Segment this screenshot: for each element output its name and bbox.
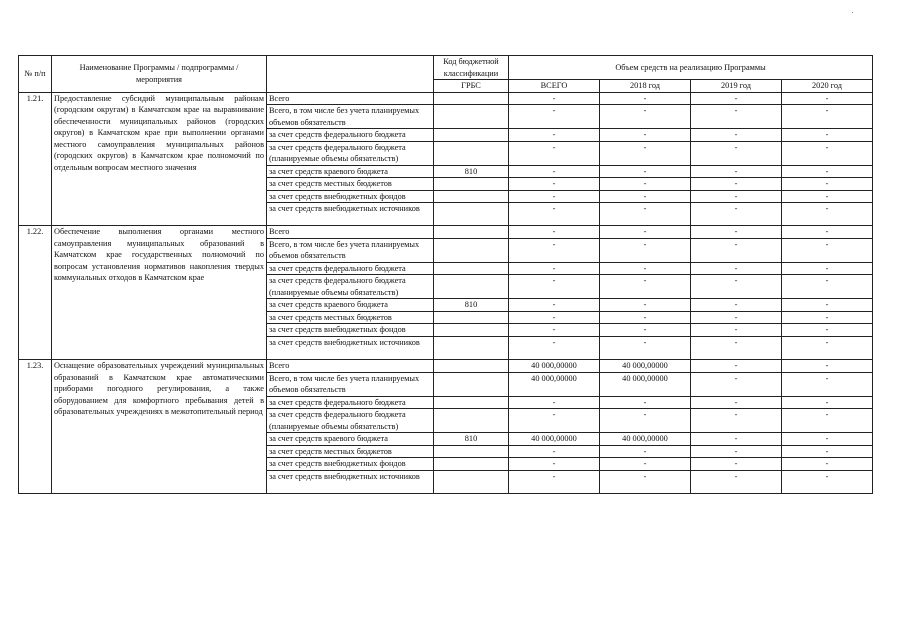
funding-source: за счет средств внебюджетных источников <box>267 336 434 359</box>
amount-2018: - <box>600 141 691 165</box>
amount-2018: 40 000,00000 <box>600 360 691 373</box>
amount-total: - <box>509 445 600 458</box>
amount-2020: - <box>782 311 873 324</box>
amount-2018: - <box>600 299 691 312</box>
grbs-code: 810 <box>434 165 509 178</box>
amount-2019: - <box>691 275 782 299</box>
amount-2020: - <box>782 396 873 409</box>
amount-2020: - <box>782 178 873 191</box>
amount-2020: - <box>782 226 873 239</box>
amount-2020: - <box>782 238 873 262</box>
amount-2020: - <box>782 92 873 105</box>
amount-2018: - <box>600 226 691 239</box>
funding-source: за счет средств краевого бюджета <box>267 299 434 312</box>
amount-total: 40 000,00000 <box>509 360 600 373</box>
amount-2019: - <box>691 129 782 142</box>
amount-2018: - <box>600 129 691 142</box>
amount-2019: - <box>691 178 782 191</box>
table-body <box>19 92 873 494</box>
amount-total: - <box>509 105 600 129</box>
funding-source: Всего <box>267 92 434 105</box>
grbs-code <box>434 458 509 471</box>
amount-2020: - <box>782 470 873 493</box>
amount-2018: - <box>600 324 691 337</box>
amount-total: - <box>509 92 600 105</box>
amount-2020: - <box>782 433 873 446</box>
grbs-code <box>434 311 509 324</box>
funding-source: за счет средств внебюджетных источников <box>267 470 434 493</box>
funding-source: за счет средств федерального бюджета <box>267 129 434 142</box>
amount-2020: - <box>782 324 873 337</box>
amount-total: - <box>509 226 600 239</box>
table-row <box>19 360 873 373</box>
amount-2019: - <box>691 105 782 129</box>
grbs-code <box>434 129 509 142</box>
amount-2018: - <box>600 409 691 433</box>
amount-total: - <box>509 275 600 299</box>
amount-total: - <box>509 311 600 324</box>
grbs-code <box>434 360 509 373</box>
row-number: 1.23. <box>19 360 52 494</box>
funding-source: за счет средств краевого бюджета <box>267 165 434 178</box>
table-row <box>19 92 873 105</box>
amount-2019: - <box>691 238 782 262</box>
amount-2019: - <box>691 203 782 226</box>
amount-2019: - <box>691 141 782 165</box>
header-num: № п/п <box>19 56 52 93</box>
amount-2019: - <box>691 299 782 312</box>
header-name: Наименование Программы / подпрограммы / мероприятия <box>52 56 267 93</box>
grbs-code <box>434 409 509 433</box>
amount-2020: - <box>782 141 873 165</box>
grbs-code <box>434 190 509 203</box>
funding-source: за счет средств местных бюджетов <box>267 178 434 191</box>
amount-2018: - <box>600 311 691 324</box>
amount-total: - <box>509 129 600 142</box>
amount-total: - <box>509 141 600 165</box>
funding-source: за счет средств федерального бюджета <box>267 262 434 275</box>
grbs-code <box>434 445 509 458</box>
amount-2019: - <box>691 226 782 239</box>
header-2020: 2020 год <box>782 80 873 93</box>
amount-total: - <box>509 238 600 262</box>
amount-2019: - <box>691 360 782 373</box>
amount-2018: - <box>600 445 691 458</box>
amount-total: - <box>509 203 600 226</box>
funding-source: Всего, в том числе без учета планируемых объемов обязательств <box>267 372 434 396</box>
amount-2018: - <box>600 238 691 262</box>
amount-2020: - <box>782 275 873 299</box>
funding-source: за счет средств местных бюджетов <box>267 311 434 324</box>
funding-source: Всего <box>267 360 434 373</box>
grbs-code: 810 <box>434 299 509 312</box>
amount-2020: - <box>782 360 873 373</box>
amount-2018: - <box>600 275 691 299</box>
grbs-code <box>434 203 509 226</box>
measure-name: Оснащение образовательных учреждений муниципальных образований в Камчатском крае автоматическими приборами погодного регулирования, а также оборудованием для комфортного пребывания детей в образовательных учреждениях в межотопительный период <box>52 360 267 494</box>
funding-source: за счет средств внебюджетных фондов <box>267 190 434 203</box>
grbs-code <box>434 470 509 493</box>
amount-total: - <box>509 262 600 275</box>
grbs-code <box>434 141 509 165</box>
amount-2020: - <box>782 262 873 275</box>
amount-2020: - <box>782 129 873 142</box>
amount-total: - <box>509 299 600 312</box>
amount-2019: - <box>691 262 782 275</box>
amount-2018: - <box>600 458 691 471</box>
amount-total: 40 000,00000 <box>509 372 600 396</box>
funding-source: за счет средств федерального бюджета (планируемые объемы обязательств) <box>267 409 434 433</box>
funding-source: за счет средств местных бюджетов <box>267 445 434 458</box>
amount-2019: - <box>691 311 782 324</box>
table-row <box>19 226 873 239</box>
grbs-code: 810 <box>434 433 509 446</box>
amount-2018: - <box>600 470 691 493</box>
amount-total: - <box>509 324 600 337</box>
amount-2018: - <box>600 105 691 129</box>
row-number: 1.21. <box>19 92 52 226</box>
funding-source: Всего <box>267 226 434 239</box>
grbs-code <box>434 226 509 239</box>
amount-total: - <box>509 190 600 203</box>
header-code: Код бюджетной классификации <box>434 56 509 80</box>
amount-2019: - <box>691 445 782 458</box>
header-volume: Объем средств на реализацию Программы <box>509 56 873 80</box>
funding-source: за счет средств внебюджетных источников <box>267 203 434 226</box>
measure-name: Предоставление субсидий муниципальным районам (городским округам) в Камчатском крае на выравнивание обеспеченности муниципальных районов (городских округов) в Камчатском крае при выполнении органами местного самоуправления муниципальных районов (городских округов) в Камчатском крае полномочий по отдельным вопросам местного значения <box>52 92 267 226</box>
amount-total: - <box>509 336 600 359</box>
grbs-code <box>434 178 509 191</box>
amount-2020: - <box>782 409 873 433</box>
grbs-code <box>434 238 509 262</box>
amount-total: - <box>509 409 600 433</box>
amount-2018: - <box>600 92 691 105</box>
amount-2019: - <box>691 92 782 105</box>
row-number: 1.22. <box>19 226 52 360</box>
grbs-code <box>434 275 509 299</box>
amount-2020: - <box>782 336 873 359</box>
amount-2019: - <box>691 409 782 433</box>
funding-source: Всего, в том числе без учета планируемых объемов обязательств <box>267 105 434 129</box>
funding-source: за счет средств федерального бюджета (планируемые объемы обязательств) <box>267 141 434 165</box>
grbs-code <box>434 262 509 275</box>
amount-2020: - <box>782 372 873 396</box>
header-grbs: ГРБС <box>434 80 509 93</box>
funding-source: за счет средств краевого бюджета <box>267 433 434 446</box>
grbs-code <box>434 105 509 129</box>
amount-2018: 40 000,00000 <box>600 433 691 446</box>
grbs-code <box>434 372 509 396</box>
header-empty <box>267 56 434 93</box>
amount-2020: - <box>782 165 873 178</box>
amount-2020: - <box>782 203 873 226</box>
amount-2020: - <box>782 105 873 129</box>
amount-2019: - <box>691 324 782 337</box>
amount-2019: - <box>691 433 782 446</box>
funding-source: Всего, в том числе без учета планируемых объемов обязательств <box>267 238 434 262</box>
amount-2018: - <box>600 165 691 178</box>
amount-total: - <box>509 470 600 493</box>
amount-2018: - <box>600 396 691 409</box>
amount-2019: - <box>691 165 782 178</box>
amount-2018: 40 000,00000 <box>600 372 691 396</box>
header-2018: 2018 год <box>600 80 691 93</box>
grbs-code <box>434 92 509 105</box>
amount-2018: - <box>600 178 691 191</box>
amount-total: - <box>509 396 600 409</box>
amount-2018: - <box>600 262 691 275</box>
amount-total: - <box>509 165 600 178</box>
program-funding-table <box>18 55 873 494</box>
amount-2020: - <box>782 190 873 203</box>
funding-source: за счет средств федерального бюджета (планируемые объемы обязательств) <box>267 275 434 299</box>
funding-source: за счет средств внебюджетных фондов <box>267 324 434 337</box>
amount-2019: - <box>691 372 782 396</box>
amount-2020: - <box>782 458 873 471</box>
measure-name: Обеспечение выполнения органами местного самоуправления муниципальных образований в Камчатском крае государственных полномочий по вопросам установления нормативов накопления твердых коммунальных отходов в Камчатском крае <box>52 226 267 360</box>
amount-2018: - <box>600 203 691 226</box>
amount-2018: - <box>600 336 691 359</box>
grbs-code <box>434 324 509 337</box>
amount-2019: - <box>691 458 782 471</box>
header-2019: 2019 год <box>691 80 782 93</box>
grbs-code <box>434 396 509 409</box>
amount-2019: - <box>691 190 782 203</box>
scan-speck <box>852 12 853 13</box>
funding-source: за счет средств внебюджетных фондов <box>267 458 434 471</box>
amount-2019: - <box>691 396 782 409</box>
amount-total: - <box>509 178 600 191</box>
grbs-code <box>434 336 509 359</box>
amount-total: 40 000,00000 <box>509 433 600 446</box>
amount-2018: - <box>600 190 691 203</box>
amount-2019: - <box>691 470 782 493</box>
amount-2020: - <box>782 445 873 458</box>
amount-total: - <box>509 458 600 471</box>
amount-2019: - <box>691 336 782 359</box>
header-total: ВСЕГО <box>509 80 600 93</box>
amount-2020: - <box>782 299 873 312</box>
funding-source: за счет средств федерального бюджета <box>267 396 434 409</box>
